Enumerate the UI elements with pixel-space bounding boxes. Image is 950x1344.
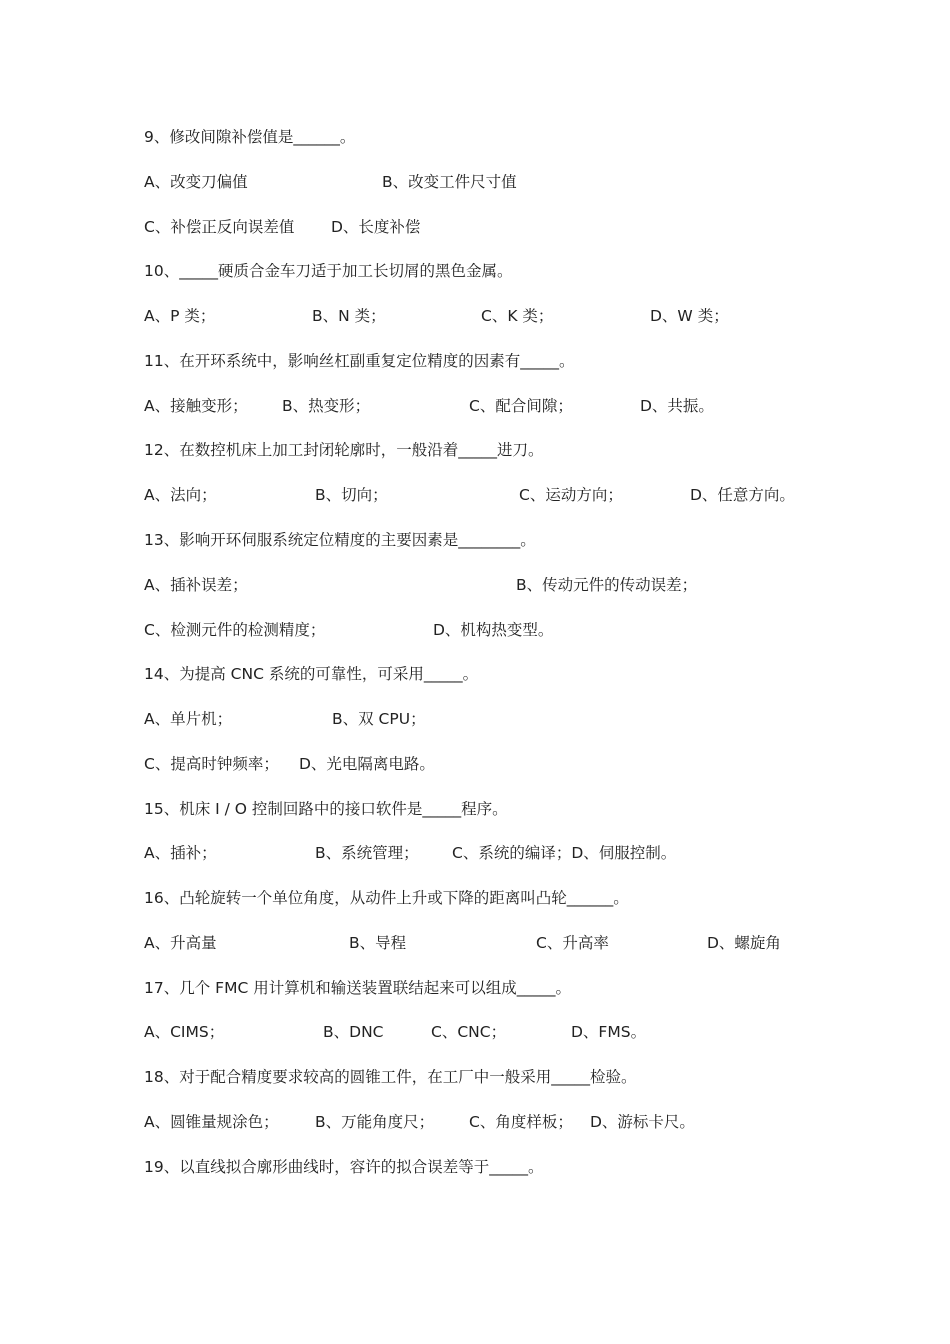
option-row: [144, 217, 844, 237]
answer-option: D、游标卡尺。: [590, 1113, 695, 1131]
answer-option: D、长度补偿: [331, 218, 421, 236]
answer-option: C、系统的编译；D、伺服控制。: [452, 844, 677, 862]
answer-option: B、DNC: [323, 1023, 384, 1041]
answer-option: C、提高时钟频率；: [144, 755, 279, 773]
answer-option: D、FMS。: [571, 1023, 647, 1041]
option-row: [144, 843, 844, 863]
answer-option: D、W 类；: [650, 307, 729, 325]
answer-option: A、法向；: [144, 486, 217, 504]
answer-option: C、升高率: [536, 934, 609, 952]
answer-option: D、螺旋角: [707, 934, 781, 952]
answer-option: A、CIMS；: [144, 1023, 225, 1041]
question-stem: 17、几个 FMC 用计算机和输送装置联结起来可以组成_____。: [144, 979, 571, 997]
option-row: [144, 709, 844, 729]
answer-option: B、万能角度尺；: [315, 1113, 435, 1131]
answer-option: D、光电隔离电路。: [299, 755, 435, 773]
question-stem: 12、在数控机床上加工封闭轮廓时，一般沿着_____进刀。: [144, 441, 544, 459]
answer-option: C、配合间隙；: [469, 397, 573, 415]
answer-option: D、任意方向。: [690, 486, 795, 504]
answer-option: D、机构热变型。: [433, 621, 554, 639]
question-stem: 19、以直线拟合廓形曲线时，容许的拟合误差等于_____。: [144, 1158, 544, 1176]
option-row: [144, 1022, 844, 1042]
question-stem: 11、在开环系统中，影响丝杠副重复定位精度的因素有_____。: [144, 352, 575, 370]
answer-option: C、补偿正反向误差值: [144, 218, 295, 236]
option-row: [144, 575, 844, 595]
question-stem: 18、对于配合精度要求较高的圆锥工件，在工厂中一般采用_____检验。: [144, 1068, 637, 1086]
answer-option: C、角度样板；: [469, 1113, 573, 1131]
answer-option: A、插补；: [144, 844, 217, 862]
question-stem: 15、机床 I / O 控制回路中的接口软件是_____程序。: [144, 800, 508, 818]
option-row: [144, 172, 844, 192]
answer-option: D、共振。: [640, 397, 714, 415]
question-stem: 13、影响开环伺服系统定位精度的主要因素是________。: [144, 531, 536, 549]
answer-option: B、双 CPU；: [332, 710, 426, 728]
option-row: [144, 620, 844, 640]
question-stem: 10、_____硬质合金车刀适于加工长切屑的黑色金属。: [144, 262, 513, 280]
answer-option: A、插补误差；: [144, 576, 248, 594]
answer-option: A、升高量: [144, 934, 217, 952]
option-row: [144, 754, 844, 774]
answer-option: B、系统管理；: [315, 844, 419, 862]
answer-option: C、CNC；: [431, 1023, 507, 1041]
question-stem: 9、修改间隙补偿值是______。: [144, 128, 356, 146]
answer-option: B、传动元件的传动误差；: [516, 576, 698, 594]
answer-option: B、导程: [349, 934, 407, 952]
question-stem: 16、凸轮旋转一个单位角度，从动件上升或下降的距离叫凸轮______。: [144, 889, 629, 907]
answer-option: C、K 类；: [481, 307, 554, 325]
answer-option: B、切向；: [315, 486, 388, 504]
answer-option: C、检测元件的检测精度；: [144, 621, 326, 639]
answer-option: B、热变形；: [282, 397, 371, 415]
option-row: [144, 485, 844, 505]
answer-option: C、运动方向；: [519, 486, 623, 504]
option-row: [144, 306, 844, 326]
option-row: [144, 1112, 844, 1132]
answer-option: A、接触变形；: [144, 397, 248, 415]
answer-option: B、改变工件尺寸值: [382, 173, 517, 191]
answer-option: A、单片机；: [144, 710, 233, 728]
question-stem: 14、为提高 CNC 系统的可靠性，可采用_____。: [144, 665, 479, 683]
answer-option: A、圆锥量规涂色；: [144, 1113, 279, 1131]
answer-option: A、P 类；: [144, 307, 216, 325]
answer-option: B、N 类；: [312, 307, 386, 325]
option-row: [144, 933, 844, 953]
answer-option: A、改变刀偏值: [144, 173, 248, 191]
option-row: [144, 396, 844, 416]
